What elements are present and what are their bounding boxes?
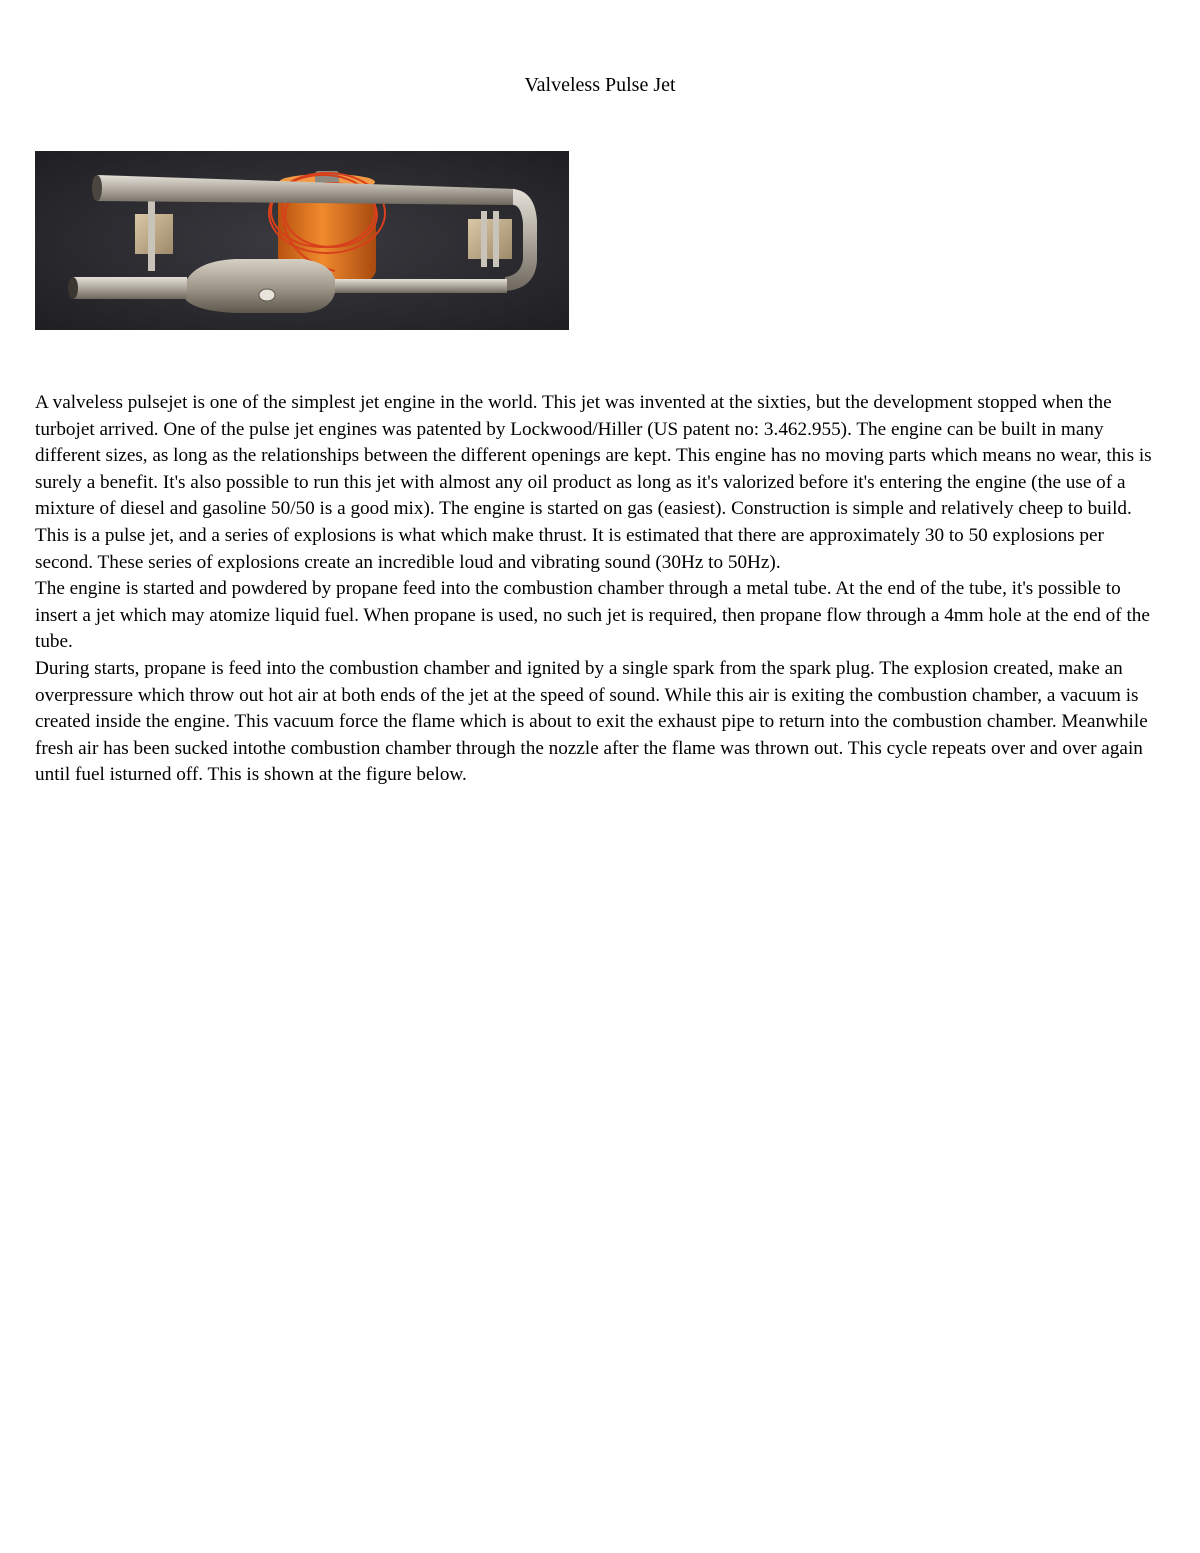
paragraph: During starts, propane is feed into the combustion chamber and ignited by a single spark from the spark plug. The explosion created, make an overpressure which throw out hot air at both ends of the jet at the speed of sound. While this air is exiting the combustion chamber, a vacuum is created inside the engine. This vacuum force the flame which is about to exit the exhaust pipe to return into the combustion chamber. Meanwhile fresh air has been sucked intothe combustion chamber through the nozzle after the flame was thrown out. This cycle repeats over and over again until fuel isturned off. This is shown at the figure below. <box>35 657 1148 786</box>
paragraph: The engine is started and powdered by propane feed into the combustion chamber through a metal tube. At the end of the tube, it's possible to insert a jet which may atomize liquid fuel. When propane is used, no such jet is required, then propane flow through a 4mm hole at the end of the tube. <box>35 578 1150 653</box>
paragraph: A valveless pulsejet is one of the simplest jet engine in the world. This jet was invented at the sixties, but the development stopped when the turbojet arrived. One of the pulse jet engines was patented by Lockwood/Hiller (US patent no: 3.462.955). The engine can be built in many different sizes, as long as the relationships between the different openings are kept. This engine has no moving parts which means no wear, this is surely a benefit. It's also possible to run this jet with almost any oil product as long as it's valorized before it's entering the engine (the use of a mixture of diesel and gasoline 50/50 is a good mix). The engine is started on gas (easiest). Construction is simple and relatively cheep to build. This is a pulse jet, and a series of explosions is what which make thrust. It is estimated that there are approximately 30 to 50 explosions per second. These series of explosions create an incredible loud and vibrating sound (30Hz to 50Hz). <box>35 392 1152 573</box>
page-title: Valveless Pulse Jet <box>524 74 676 96</box>
body-text <box>35 390 1165 789</box>
pulse-jet-photo <box>35 151 569 330</box>
